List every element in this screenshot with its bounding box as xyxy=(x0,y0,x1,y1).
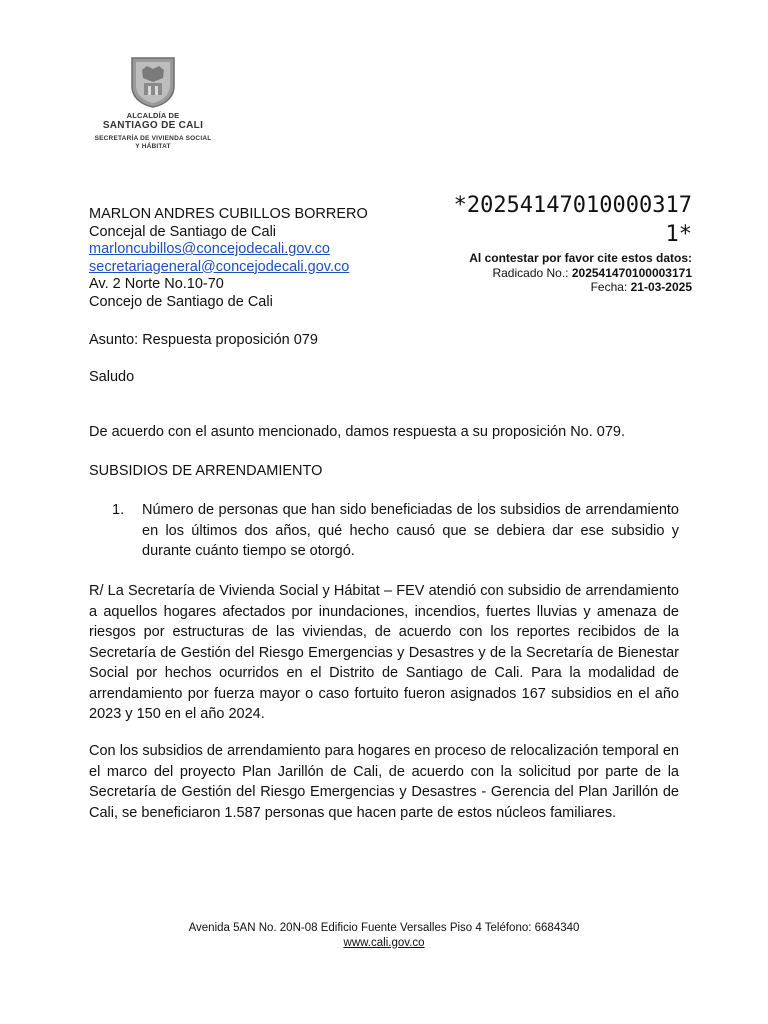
intro-paragraph: De acuerdo con el asunto mencionado, damos respuesta a su proposición No. 079. xyxy=(89,424,626,440)
recipient-name: MARLON ANDRES CUBILLOS BORRERO xyxy=(89,206,368,222)
radicado-value: 202541470100003171 xyxy=(571,265,692,280)
barcode-line-1: *20254147010000317 xyxy=(453,193,692,218)
subject-line: Asunto: Respuesta proposición 079 xyxy=(89,332,318,348)
logo-line-3: SECRETARÍA DE VIVIENDA SOCIAL xyxy=(94,135,212,142)
answer-paragraph-1: R/ La Secretaría de Vivienda Social y Hábitat – FEV atendió con subsidio de arrendamiento a aquellos hogares afectados por inundaciones, incendios, fuertes lluvias y amenaza de riesgos por estructuras de las viviendas, de acuerdo con los reportes recibidos de la Secretaría de Gestión del Riesgo Emergencias y Desastres y de la Secretaría de Bienestar Social por hechos ocurridos en el Distrito de Santiago de Cali. Para la modalidad de arrendamiento por fuerza mayor o caso fortuito fueron asignados 167 subsidios en el año 2023 y 150 en el año 2024. xyxy=(89,583,679,722)
logo-line-1: ALCALDÍA DE xyxy=(126,111,180,120)
filing-citation xyxy=(469,251,692,295)
recipient-block xyxy=(89,206,368,311)
fecha-label: Fecha: xyxy=(590,280,628,294)
item-number: 1. xyxy=(112,502,125,518)
greeting: Saludo xyxy=(89,369,135,385)
logo-line-2: SANTIAGO DE CALI xyxy=(102,120,204,131)
general-secretary-email-link[interactable]: secretariageneral@concejodecali.gov.co xyxy=(89,258,350,275)
recipient-title: Concejal de Santiago de Cali xyxy=(89,223,277,240)
page-footer xyxy=(0,921,768,951)
recipient-email-link[interactable]: marloncubillos@concejodecali.gov.co xyxy=(89,241,330,257)
cite-note: Al contestar por favor cite estos datos: xyxy=(469,251,692,265)
logo-line-4: Y HÁBITAT xyxy=(135,143,171,150)
fecha-value: 21-03-2025 xyxy=(630,280,692,294)
filing-barcode xyxy=(454,191,692,249)
letterhead-logo xyxy=(88,56,218,151)
barcode-line-2: 1* xyxy=(665,222,692,247)
footer-address: Avenida 5AN No. 20N-08 Edificio Fuente Versalles Piso 4 Teléfono: 6684340 xyxy=(188,922,580,934)
footer-website-link[interactable]: www.cali.gov.co xyxy=(343,937,425,949)
recipient-address: Av. 2 Norte No.10-70 xyxy=(89,276,224,292)
answer-paragraph-2: Con los subsidios de arrendamiento para hogares en proceso de relocalización temporal en el marco del proyecto Plan Jarillón de Cali, de acuerdo con la solicitud por parte de la Secretaría de Gestión del Riesgo Emergencias y Desastres - Gerencia del Plan Jarillón de Cali, se beneficiaron 1.587 personas que hacen parte de estos núcleos familiares. xyxy=(89,743,679,821)
recipient-org: Concejo de Santiago de Cali xyxy=(89,293,273,310)
radicado-label: Radicado No.: xyxy=(492,265,569,280)
item-text: Número de personas que han sido beneficiadas de los subsidios de arrendamiento en los últimos dos años, qué hecho causó que se debiera dar ese subsidio y durante cuánto tiempo se otorgó. xyxy=(142,502,679,559)
city-coat-of-arms-icon xyxy=(130,56,176,108)
section-heading: SUBSIDIOS DE ARRENDAMIENTO xyxy=(89,463,323,479)
numbered-item xyxy=(112,500,679,562)
